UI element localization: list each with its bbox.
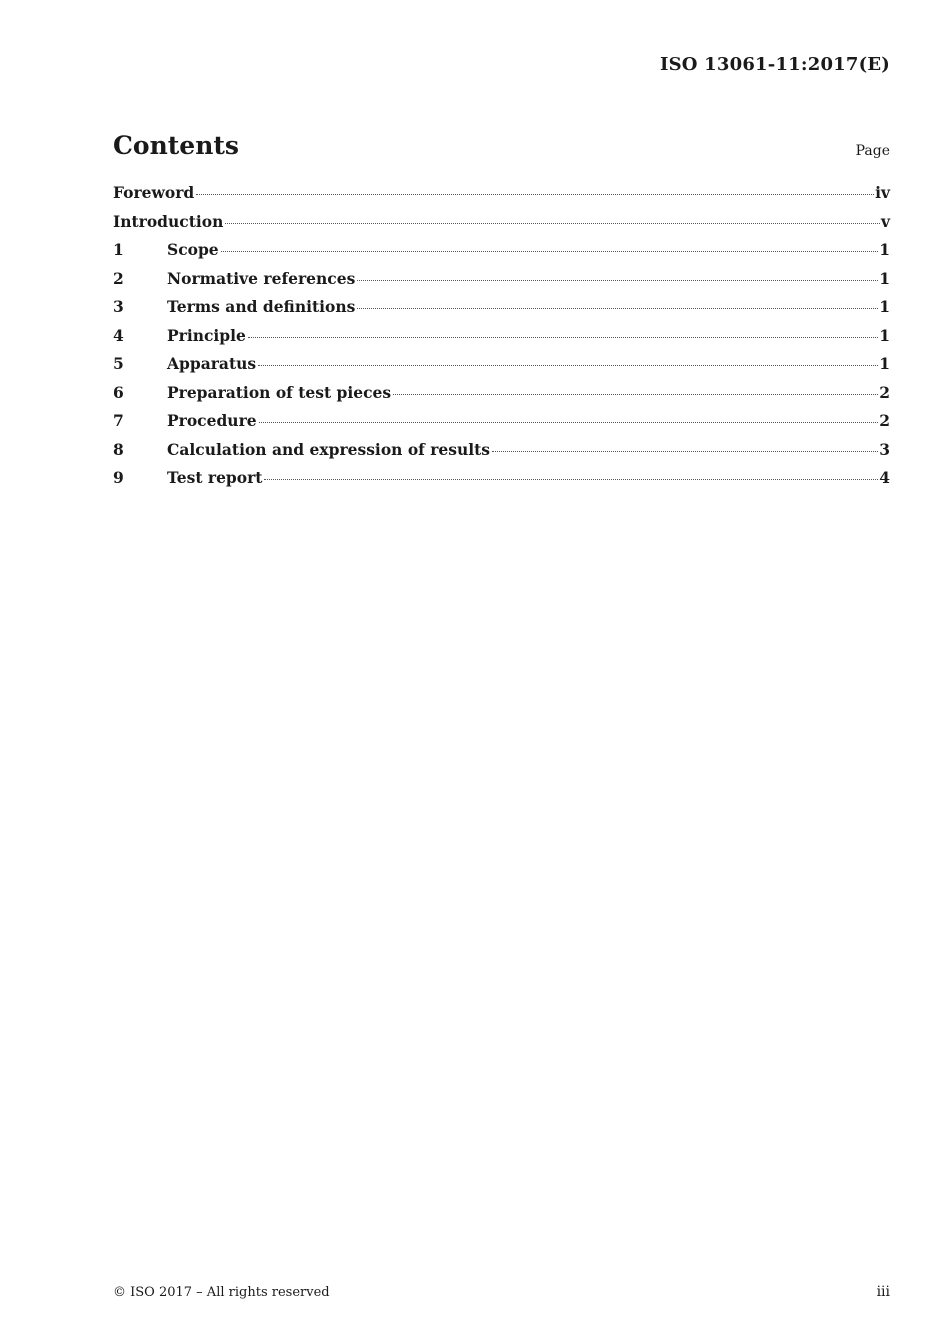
page-column-label: Page bbox=[855, 143, 890, 159]
toc-dot-leader bbox=[357, 308, 878, 309]
toc-dot-leader bbox=[221, 251, 879, 252]
toc-dot-leader bbox=[259, 422, 879, 423]
toc-dot-leader bbox=[225, 223, 880, 224]
toc-entry-preparation-of-test-pieces[interactable] bbox=[113, 383, 890, 412]
toc-entry-normative-references[interactable] bbox=[113, 269, 890, 298]
toc-dot-leader bbox=[393, 394, 878, 395]
contents-title: Contents bbox=[113, 131, 240, 160]
toc-entry-title: Foreword bbox=[113, 183, 195, 202]
toc-entry-title: Terms and definitions bbox=[167, 297, 356, 316]
toc-entry-apparatus[interactable] bbox=[113, 354, 890, 383]
toc-entry-number: 9 bbox=[113, 468, 124, 487]
toc-entry-page: 2 bbox=[879, 382, 890, 402]
toc-dot-leader bbox=[258, 365, 878, 366]
page-number: iii bbox=[876, 1284, 890, 1300]
toc-entry-title: Calculation and expression of results bbox=[167, 439, 491, 459]
toc-entry-number: 3 bbox=[113, 297, 124, 316]
toc-entry-page: 1 bbox=[879, 325, 890, 345]
toc-entry-number: 6 bbox=[113, 382, 124, 402]
toc-entry-title: Normative references bbox=[167, 268, 356, 288]
toc-entry-page: 3 bbox=[879, 439, 890, 459]
toc-entry-title: Preparation of test pieces bbox=[167, 382, 392, 402]
toc-dot-leader bbox=[264, 479, 878, 480]
toc-entry-terms-and-definitions[interactable] bbox=[113, 297, 890, 326]
toc-entry-number: 4 bbox=[113, 325, 124, 345]
toc-entry-title: Apparatus bbox=[167, 354, 257, 373]
document-identifier: ISO 13061-11:2017(E) bbox=[659, 54, 890, 75]
toc-entry-page: 1 bbox=[879, 268, 890, 288]
toc-dot-leader bbox=[248, 337, 878, 338]
toc-entry-number: 1 bbox=[113, 240, 124, 259]
toc-entry-page: iv bbox=[875, 183, 890, 202]
toc-entry-title: Test report bbox=[167, 468, 263, 487]
toc-entry-page: 1 bbox=[879, 240, 890, 259]
toc-entry-calculation-and-expression-of-results[interactable] bbox=[113, 440, 890, 469]
toc-entry-test-report[interactable] bbox=[113, 468, 890, 497]
toc-dot-leader bbox=[357, 280, 878, 281]
table-of-contents bbox=[113, 183, 890, 497]
toc-entry-procedure[interactable] bbox=[113, 411, 890, 440]
toc-entry-title: Scope bbox=[167, 240, 219, 259]
toc-entry-foreword[interactable] bbox=[113, 183, 890, 212]
contents-header bbox=[113, 131, 890, 165]
toc-entry-title: Introduction bbox=[113, 211, 224, 231]
toc-entry-number: 7 bbox=[113, 411, 124, 430]
toc-entry-title: Principle bbox=[167, 325, 246, 345]
toc-entry-introduction[interactable] bbox=[113, 212, 890, 241]
copyright-notice: © ISO 2017 – All rights reserved bbox=[113, 1285, 330, 1300]
toc-entry-scope[interactable] bbox=[113, 240, 890, 269]
toc-entry-principle[interactable] bbox=[113, 326, 890, 355]
toc-entry-page: 2 bbox=[879, 411, 890, 430]
toc-dot-leader bbox=[492, 451, 878, 452]
toc-entry-number: 2 bbox=[113, 268, 124, 288]
toc-entry-page: v bbox=[880, 211, 890, 231]
toc-entry-page: 1 bbox=[879, 354, 890, 373]
toc-entry-number: 5 bbox=[113, 354, 124, 373]
toc-dot-leader bbox=[196, 194, 874, 195]
toc-entry-number: 8 bbox=[113, 439, 124, 459]
toc-entry-page: 4 bbox=[879, 468, 890, 487]
toc-entry-page: 1 bbox=[879, 297, 890, 316]
toc-entry-title: Procedure bbox=[167, 411, 257, 430]
